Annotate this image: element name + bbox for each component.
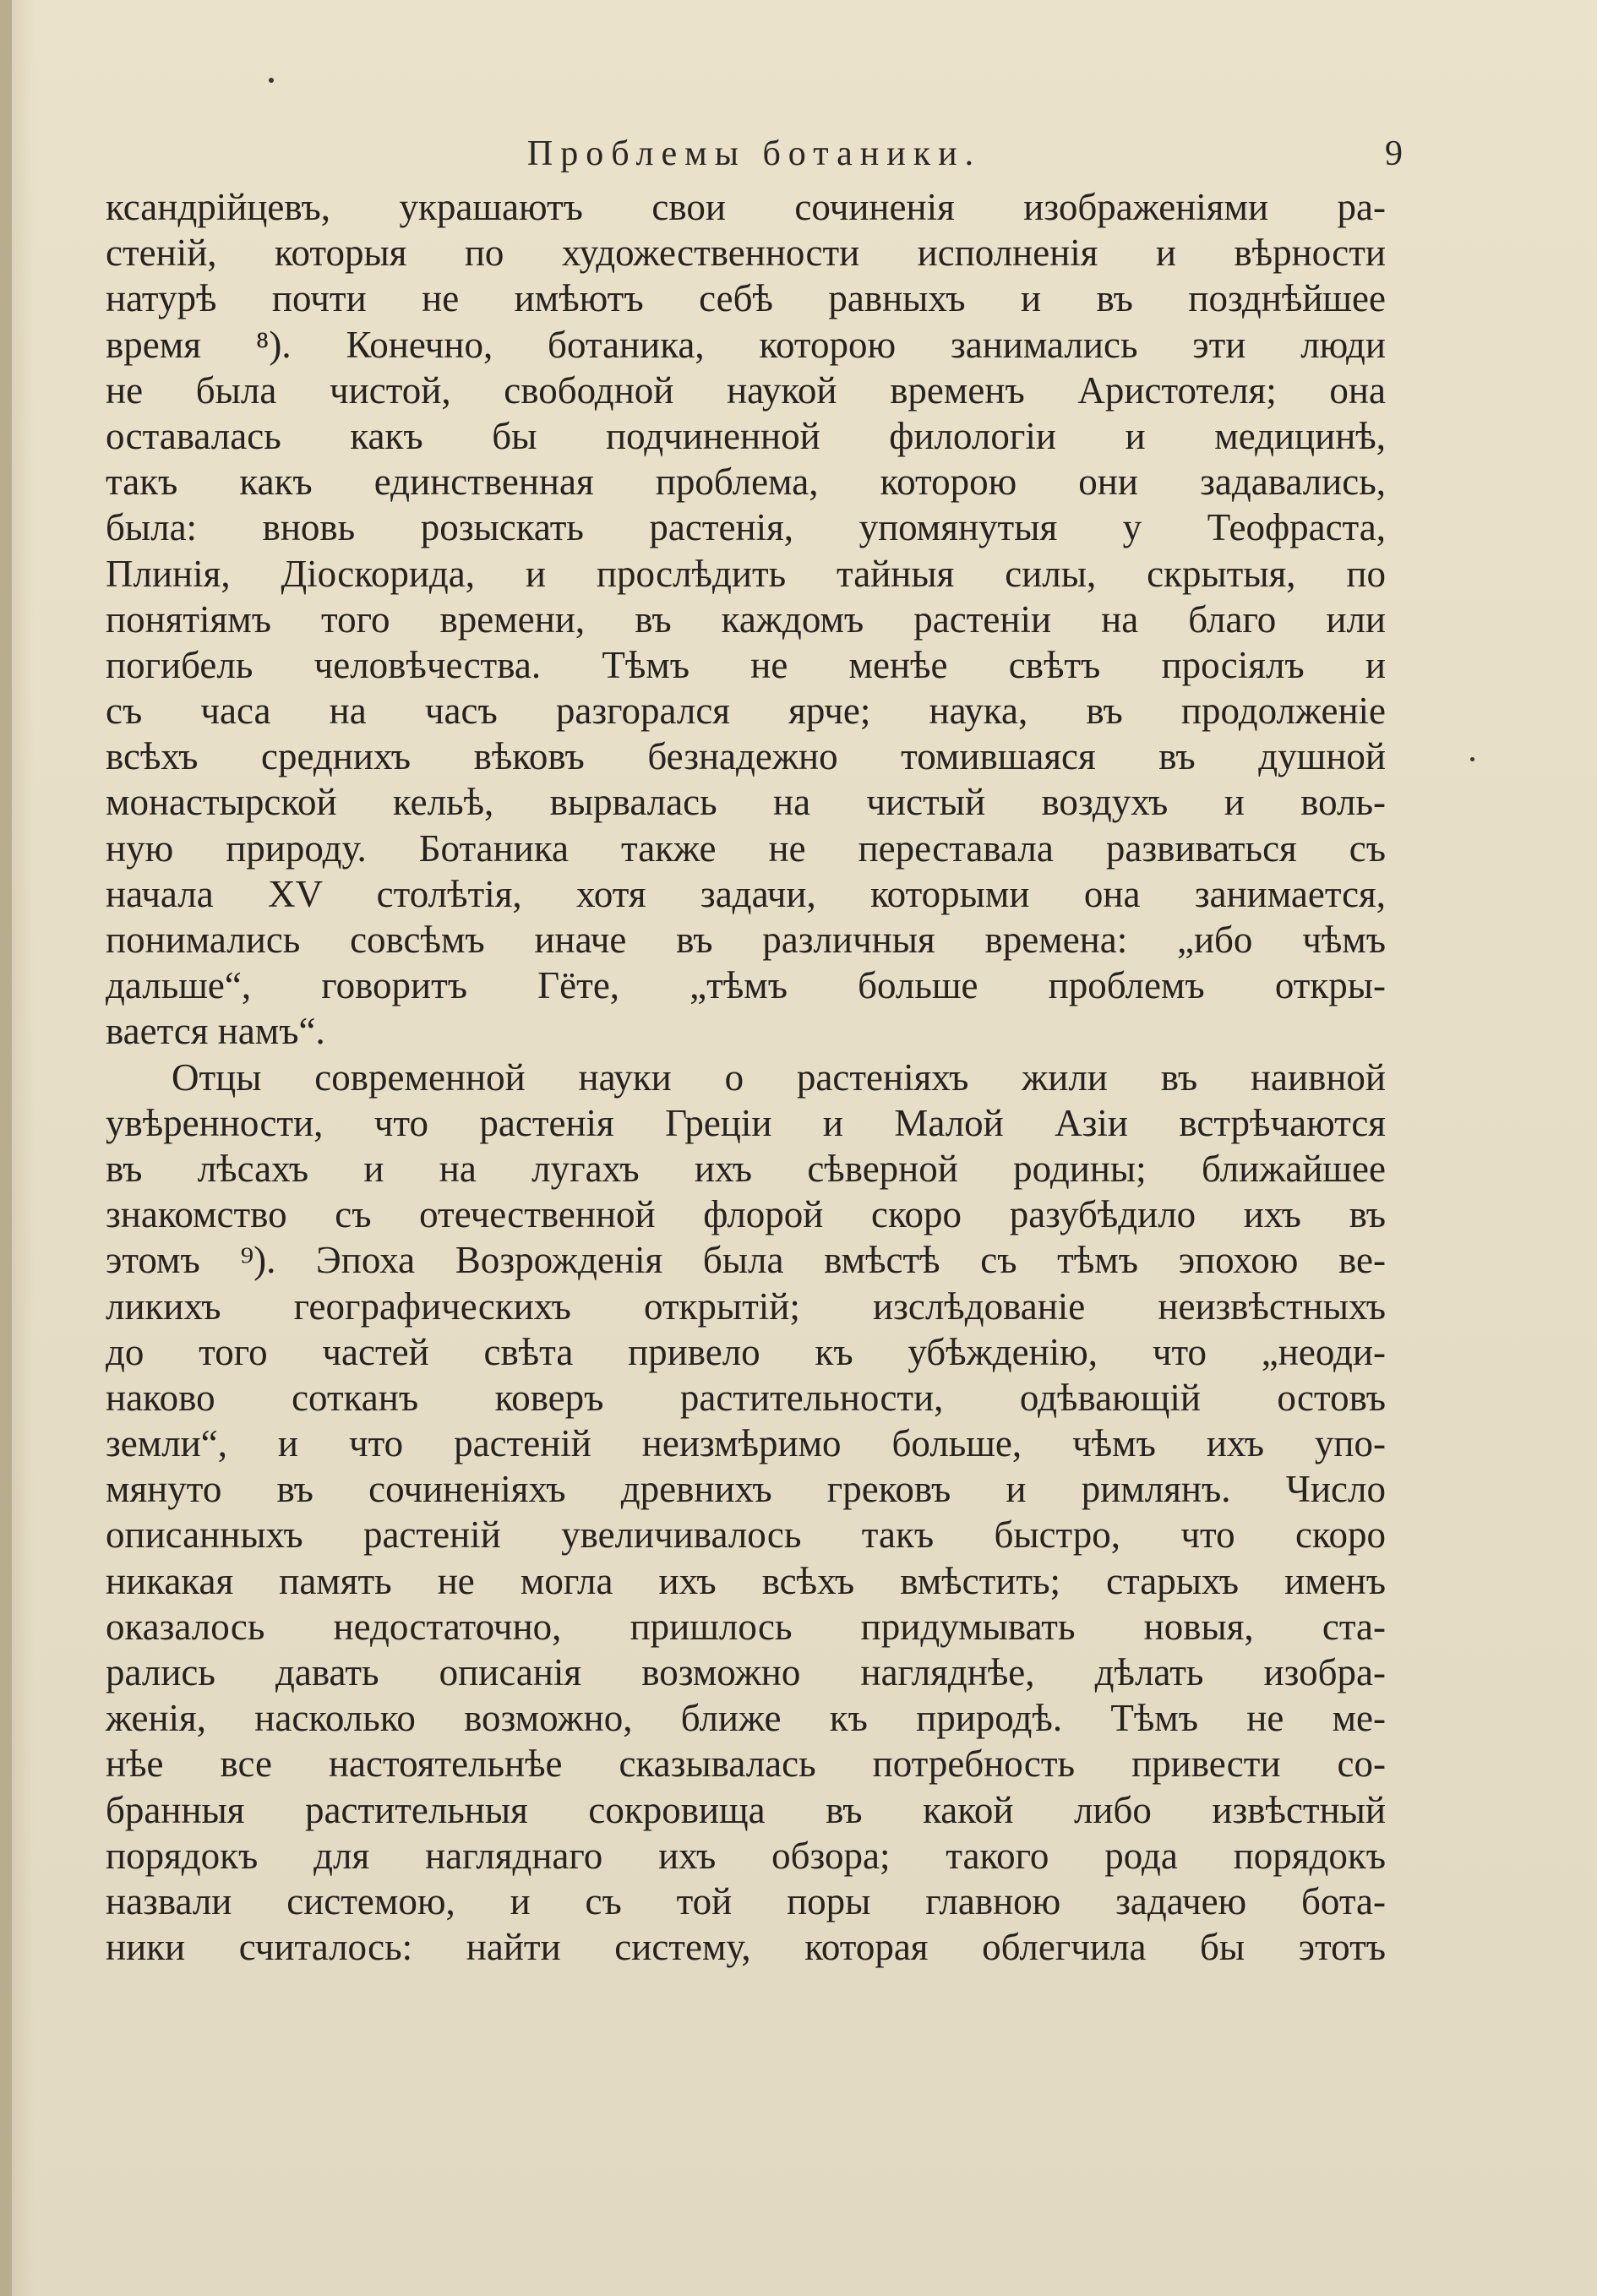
body-text [106, 184, 1386, 1970]
text-line: въ лѣсахъ и на лугахъ ихъ сѣверной родины; ближайшее [106, 1147, 1386, 1190]
text-line: Отцы современной науки о растеніяхъ жили въ наивной [172, 1055, 1386, 1099]
text-line: женія, насколько возможно, ближе къ природѣ. Тѣмъ не ме- [106, 1697, 1386, 1740]
text-line: бранныя растительныя сокровища въ какой либо извѣстный [106, 1788, 1386, 1831]
text-line: этомъ ⁹). Эпоха Возрожденія была вмѣстѣ съ тѣмъ эпохою ве- [106, 1239, 1386, 1282]
text-line: время ⁸). Конечно, ботаника, которою занимались эти люди [106, 323, 1386, 366]
text-line: увѣренности, что растенія Греціи и Малой Азіи встрѣчаются [106, 1101, 1386, 1144]
page-number: 9 [1385, 134, 1403, 173]
paragraph [106, 184, 1386, 1055]
text-line: наково сотканъ коверъ растительности, одѣвающій остовъ [106, 1376, 1386, 1419]
text-line: нѣе все настоятельнѣе сказывалась потребность привести со- [106, 1742, 1386, 1786]
text-line: оказалось недостаточно, пришлось придумывать новыя, ста- [106, 1605, 1386, 1648]
text-line: порядокъ для нагляднаго ихъ обзора; такого рода порядокъ [106, 1834, 1386, 1877]
text-line: назвали системою, и съ той поры главною задачею бота- [106, 1879, 1386, 1922]
page-header [106, 134, 1403, 184]
text-line: стеній, которыя по художественности исполненія и вѣрности [106, 232, 1386, 275]
text-line: знакомство съ отечественной флорой скоро разубѣдило ихъ въ [106, 1193, 1386, 1236]
text-line: до того частей свѣта привело къ убѣжденію, что „неоди- [106, 1330, 1386, 1373]
page-spine-edge [0, 0, 12, 2296]
text-line: рались давать описанія возможно нагляднѣе, дѣлать изобра- [106, 1651, 1386, 1693]
text-line: начала XV столѣтія, хотя задачи, которыми она занимается, [106, 872, 1386, 915]
paper-speck [1470, 757, 1474, 761]
text-line: натурѣ почти не имѣютъ себѣ равныхъ и въ позднѣйшее [106, 277, 1386, 320]
running-title: Проблемы ботаники. [526, 134, 982, 173]
text-line: всѣхъ среднихъ вѣковъ безнадежно томившаяся въ душной [106, 735, 1386, 778]
text-line: ники считалось: найти систему, которая облегчила бы этотъ [106, 1926, 1386, 1969]
text-line: дальше“, говоритъ Гёте, „тѣмъ больше проблемъ откры- [106, 964, 1386, 1007]
paragraph [106, 1055, 1386, 1971]
text-line: вается намъ“. [106, 1010, 325, 1053]
text-line: никакая память не могла ихъ всѣхъ вмѣстить; старыхъ именъ [106, 1559, 1386, 1602]
paper-speck [269, 78, 274, 83]
text-line: не была чистой, свободной наукой временъ Аристотеля; она [106, 368, 1386, 412]
text-line: съ часа на часъ разгорался ярче; наука, въ продолженіе [106, 690, 1386, 733]
text-line: понимались совсѣмъ иначе въ различныя времена: „ибо чѣмъ [106, 919, 1386, 961]
text-line: такъ какъ единственная проблема, которою они задавались, [106, 461, 1386, 504]
text-line: мянуто въ сочиненіяхъ древнихъ грековъ и римлянъ. Число [106, 1468, 1386, 1511]
text-line: была: вновь розыскать растенія, упомянутыя у Теофраста, [106, 506, 1386, 549]
text-line: ную природу. Ботаника также не переставала развиваться съ [106, 826, 1386, 870]
text-line: земли“, и что растеній неизмѣримо больше, чѣмъ ихъ упо- [106, 1422, 1386, 1465]
text-line: монастырской кельѣ, вырвалась на чистый воздухъ и воль- [106, 781, 1386, 824]
text-line: понятіямъ того времени, въ каждомъ растеніи на благо или [106, 597, 1386, 641]
text-line: погибель человѣчества. Тѣмъ не менѣе свѣтъ просіялъ и [106, 643, 1386, 686]
text-line: ксандрійцевъ, украшаютъ свои сочиненія изображеніями ра- [106, 186, 1386, 228]
text-line: описанныхъ растеній увеличивалось такъ быстро, что скоро [106, 1513, 1386, 1557]
text-line: ликихъ географическихъ открытій; изслѣдованіе неизвѣстныхъ [106, 1284, 1386, 1328]
text-line: оставалась какъ бы подчиненной филологіи и медицинѣ, [106, 414, 1386, 457]
text-line: Плинія, Діоскорида, и прослѣдить тайныя силы, скрытыя, по [106, 552, 1386, 595]
